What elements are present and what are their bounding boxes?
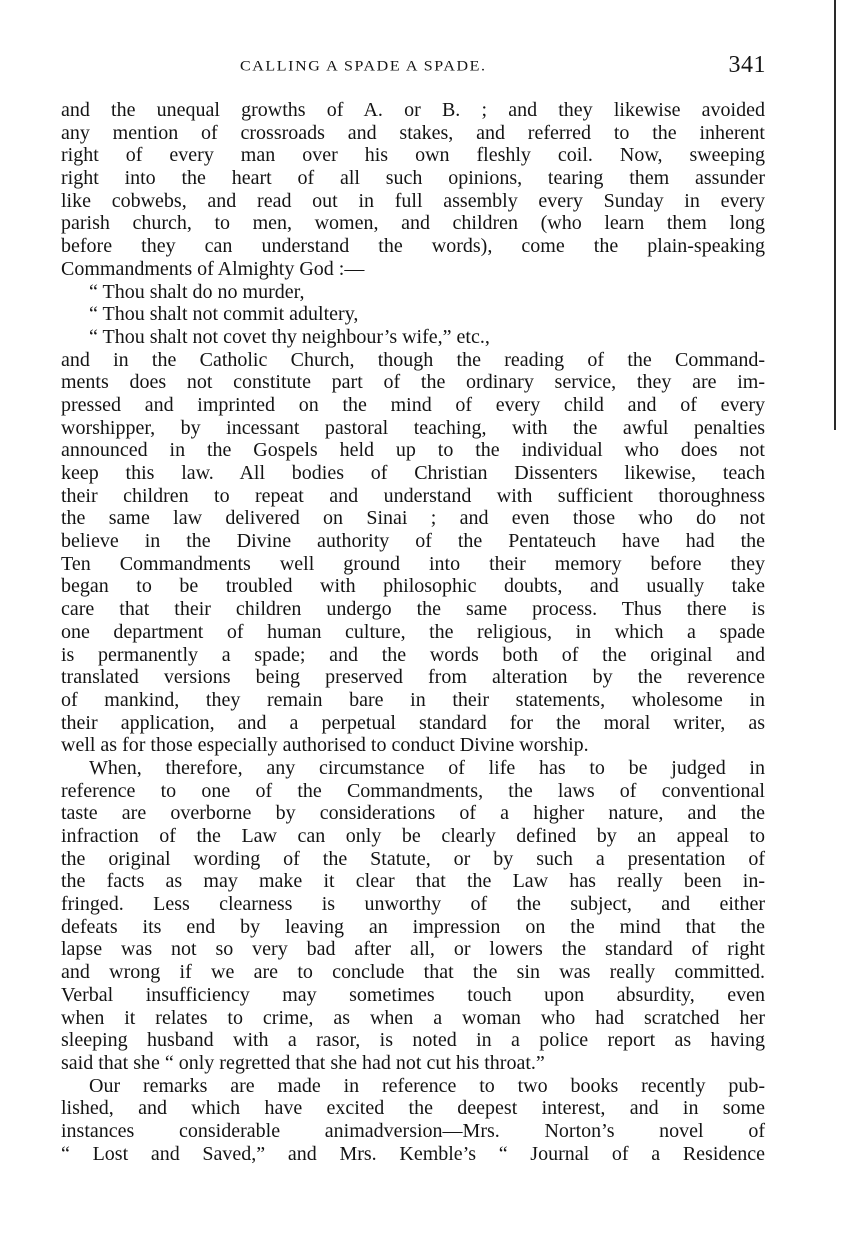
paragraph-start-line: Our remarks are made in reference to two books recently pub- — [89, 1074, 765, 1097]
text-line: defeats its end by leaving an impression on the mind that the — [61, 915, 765, 938]
text-line: sleeping husband with a rasor, is noted in a police report as having — [61, 1029, 765, 1052]
text-line: right of every man over his own fleshly coil. Now, sweeping — [61, 144, 765, 167]
text-line: said that she “ only regretted that she had not cut his throat.” — [61, 1051, 545, 1074]
text-line: the facts as may make it clear that the Law has really been in- — [61, 870, 765, 893]
text-line: and the unequal growths of A. or B. ; and they likewise avoided — [61, 99, 765, 121]
text-line: like cobwebs, and read out in full assembly every Sunday in every — [61, 189, 765, 212]
text-line: worshipper, by incessant pastoral teaching, with the awful penalties — [61, 416, 765, 439]
text-line: any mention of crossroads and stakes, and referred to the inherent — [61, 121, 765, 144]
page-number: 341 — [728, 52, 766, 78]
text-line: before they can understand the words), come the plain-speaking — [61, 235, 765, 258]
text-line: translated versions being preserved from alteration by the reverence — [61, 666, 765, 689]
page-edge-rule — [834, 0, 836, 430]
quotation-line: “ Thou shalt not covet thy neighbour’s wife,” etc., — [89, 325, 490, 348]
text-line: ments does not constitute part of the ordinary service, they are im- — [61, 371, 765, 394]
text-line: the same law delivered on Sinai ; and even those who do not — [61, 507, 765, 530]
quotation-line: “ Thou shalt do no murder, — [89, 280, 305, 303]
text-line: lished, and which have excited the deepest interest, and in some — [61, 1097, 765, 1120]
text-line: infraction of the Law can only be clearly defined by an appeal to — [61, 825, 765, 847]
text-line: Commandments of Almighty God :— — [61, 257, 365, 280]
text-line: fringed. Less clearness is unworthy of the subject, and either — [61, 893, 765, 916]
running-title: CALLING A SPADE A SPADE. — [240, 58, 487, 75]
text-line: the original wording of the Statute, or by such a presentation of — [61, 847, 765, 870]
paragraph-start-line: When, therefore, any circumstance of life has to be judged in — [89, 756, 765, 779]
text-line: believe in the Divine authority of the Pentateuch have had the — [61, 530, 765, 553]
text-line: well as for those especially authorised to conduct Divine worship. — [61, 734, 589, 757]
text-line: lapse was not so very bad after all, or lowers the standard of right — [61, 938, 765, 961]
text-line: and wrong if we are to conclude that the sin was really committed. — [61, 961, 765, 984]
text-line: keep this law. All bodies of Christian Dissenters likewise, teach — [61, 462, 765, 484]
text-line: of mankind, they remain bare in their statements, wholesome in — [61, 688, 765, 711]
quotation-line: “ Thou shalt not commit adultery, — [89, 303, 359, 326]
text-line: began to be troubled with philosophic doubts, and usually take — [61, 575, 765, 598]
text-line: parish church, to men, women, and children (who learn them long — [61, 212, 765, 235]
text-line: Ten Commandments well ground into their memory before they — [61, 552, 765, 575]
text-line: is permanently a spade; and the words both of the original and — [61, 643, 765, 666]
body-text — [61, 99, 765, 1165]
text-line: their application, and a perpetual standard for the moral writer, as — [61, 711, 765, 734]
text-line: announced in the Gospels held up to the individual who does not — [61, 439, 765, 462]
text-line: instances considerable animadversion—Mrs. Norton’s novel of — [61, 1119, 765, 1142]
text-line: reference to one of the Commandments, the laws of conventional — [61, 779, 765, 802]
text-line: pressed and imprinted on the mind of every child and of every — [61, 393, 765, 416]
text-line: right into the heart of all such opinions, tearing them assunder — [61, 167, 765, 190]
text-line: taste are overborne by considerations of a higher nature, and the — [61, 802, 765, 825]
text-line: and in the Catholic Church, though the reading of the Command- — [61, 348, 765, 371]
text-line: when it relates to crime, as when a woman who had scratched her — [61, 1006, 765, 1029]
text-line: Verbal insufficiency may sometimes touch upon absurdity, even — [61, 983, 765, 1006]
text-line: their children to repeat and understand with sufficient thoroughness — [61, 484, 765, 507]
page-header — [60, 52, 766, 84]
text-line: “ Lost and Saved,” and Mrs. Kemble’s “ Journal of a Residence — [61, 1142, 765, 1165]
text-line: care that their children undergo the same process. Thus there is — [61, 598, 765, 621]
text-line: one department of human culture, the religious, in which a spade — [61, 620, 765, 643]
